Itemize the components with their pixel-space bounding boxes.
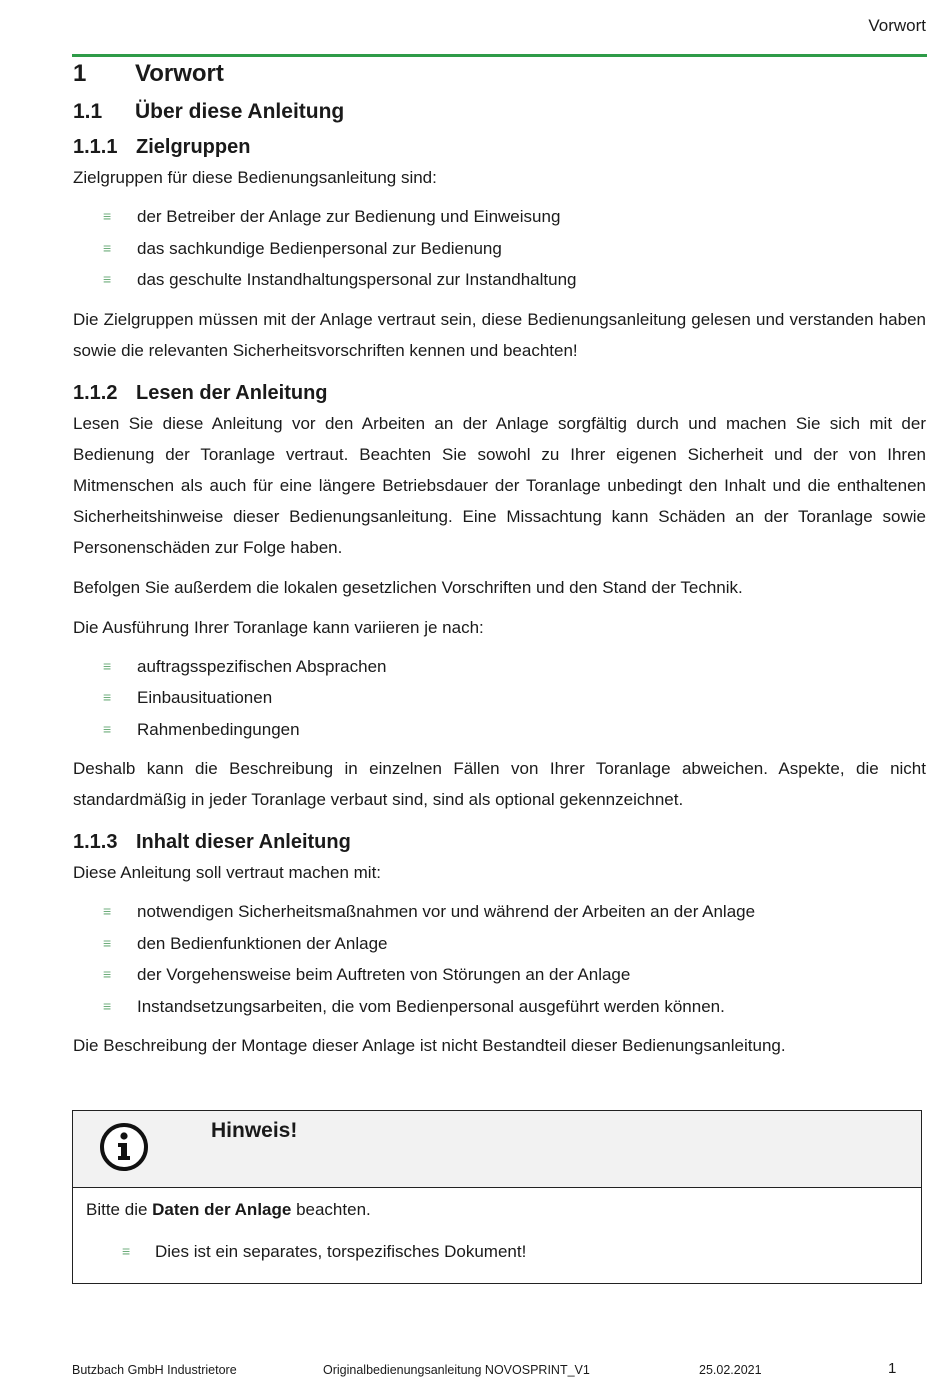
note-text-start: Bitte die <box>86 1200 153 1219</box>
chapter-title: Vorwort <box>135 60 224 87</box>
subsection-heading <box>73 378 926 408</box>
list-item-text: das geschulte Instandhaltungspersonal zur Instandhaltung <box>137 270 577 289</box>
list-item <box>73 991 926 1023</box>
list-bullet-icon: ≡ <box>122 1243 131 1259</box>
subsection-title: Zielgruppen <box>136 136 251 158</box>
main-content <box>73 58 926 1061</box>
list-item <box>73 201 926 233</box>
list-bullet-icon: ≡ <box>103 903 112 919</box>
list-bullet-icon: ≡ <box>103 689 112 705</box>
list-item-text: Einbausituationen <box>137 688 273 707</box>
note-text <box>86 1194 921 1225</box>
list-item <box>73 896 926 928</box>
list-item-text: der Betreiber der Anlage zur Bedienung und Einweisung <box>137 207 561 226</box>
section-heading <box>73 96 926 128</box>
list-bullet-icon: ≡ <box>103 934 112 951</box>
subsection-number: 1.1.2 <box>73 381 118 404</box>
chapter-number: 1 <box>73 60 87 87</box>
note-header <box>73 1111 921 1188</box>
paragraph: Die Ausführung Ihrer Toranlage kann variieren je nach: <box>73 617 484 637</box>
subsection-number: 1.1.3 <box>73 831 118 853</box>
paragraph: Diese Anleitung soll vertraut machen mit: <box>73 863 382 882</box>
note-title: Hinweis! <box>211 1119 298 1142</box>
paragraph: Lesen Sie diese Anleitung vor den Arbeiten an der Anlage sorgfältig durch und machen Sie sich mit der Bedienung der Toranlage vertraut. Beachten Sie sowohl zu Ihrer eigenen Sicherheit und der von Ihren Mitmenschen als auch für eine längere Betriebsdauer der Toranlage unbedingt den Inhalt und die enthaltenen Sicherheitshinweise dieser Bedienungsanleitung. Eine Missachtung kann Schäden an der Toranlage sowie Personenschäden zur Folge haben. <box>73 413 926 557</box>
bullet-list <box>73 651 926 746</box>
list-bullet-icon: ≡ <box>103 208 112 224</box>
subsection-title: Lesen der Anleitung <box>136 381 328 404</box>
page-number: 1 <box>888 1360 897 1377</box>
list-item <box>73 959 926 991</box>
note-box <box>72 1110 922 1284</box>
note-body <box>73 1188 921 1268</box>
running-header-title: Vorwort <box>868 16 926 35</box>
paragraph: Deshalb kann die Beschreibung in einzelnen Fällen von Ihrer Toranlage abweichen. Aspekte, die nicht standardmäßig in jeder Toranlage verbaut sind, sind als optional gekennzeichnet. <box>73 759 926 809</box>
list-item-text: Dies ist ein separates, torspezifisches Dokument! <box>155 1242 527 1261</box>
chapter-heading <box>73 58 926 90</box>
footer-company: Butzbach GmbH Industrietore <box>72 1363 237 1377</box>
info-icon <box>99 1122 149 1172</box>
subsection-heading <box>73 132 926 162</box>
section-title: Über diese Anleitung <box>135 100 345 123</box>
list-item-text: auftragsspezifischen Absprachen <box>137 656 387 676</box>
list-item <box>73 714 926 746</box>
list-bullet-icon: ≡ <box>103 997 112 1014</box>
paragraph: Die Beschreibung der Montage dieser Anlage ist nicht Bestandteil dieser Bedienungsanleitung. <box>73 1036 786 1055</box>
list-item <box>86 1236 921 1268</box>
list-item <box>73 651 926 683</box>
list-bullet-icon: ≡ <box>103 239 112 256</box>
list-item <box>73 233 926 265</box>
bullet-list <box>73 896 926 1022</box>
list-item-text: Rahmenbedingungen <box>137 719 300 739</box>
paragraph: Die Zielgruppen müssen mit der Anlage vertraut sein, diese Bedienungsanleitung gelesen und verstanden haben sowie die relevanten Sicherheitsvorschriften kennen und beachten! <box>73 309 926 360</box>
list-item <box>73 264 926 296</box>
subsection-number: 1.1.1 <box>73 136 118 158</box>
list-bullet-icon: ≡ <box>103 720 112 737</box>
bullet-list <box>73 201 926 296</box>
list-item <box>73 928 926 960</box>
list-bullet-icon: ≡ <box>103 966 112 982</box>
footer-date: 25.02.2021 <box>699 1363 762 1377</box>
list-item-text: der Vorgehensweise beim Auftreten von Störungen an der Anlage <box>137 965 631 984</box>
subsection-title: Inhalt dieser Anleitung <box>136 831 351 853</box>
list-item-text: Instandsetzungsarbeiten, die vom Bedienpersonal ausgeführt werden können. <box>137 996 725 1016</box>
list-bullet-icon: ≡ <box>103 657 112 674</box>
list-bullet-icon: ≡ <box>103 271 112 287</box>
note-text-end: beachten. <box>291 1200 371 1219</box>
note-text-bold: Daten der Anlage <box>152 1200 292 1219</box>
list-item <box>73 682 926 714</box>
paragraph: Befolgen Sie außerdem die lokalen gesetzlichen Vorschriften und den Stand der Technik. <box>73 577 743 597</box>
subsection-heading <box>73 827 926 857</box>
list-item-text: notwendigen Sicherheitsmaßnahmen vor und während der Arbeiten an der Anlage <box>137 902 756 921</box>
bullet-list <box>86 1236 921 1268</box>
header-rule <box>72 54 927 57</box>
list-item-text: den Bedienfunktionen der Anlage <box>137 933 388 953</box>
paragraph: Zielgruppen für diese Bedienungsanleitung sind: <box>73 168 437 187</box>
list-item-text: das sachkundige Bedienpersonal zur Bedienung <box>137 238 502 258</box>
footer-document-title: Originalbedienungsanleitung NOVOSPRINT_V1 <box>323 1363 590 1377</box>
section-number: 1.1 <box>73 100 103 123</box>
